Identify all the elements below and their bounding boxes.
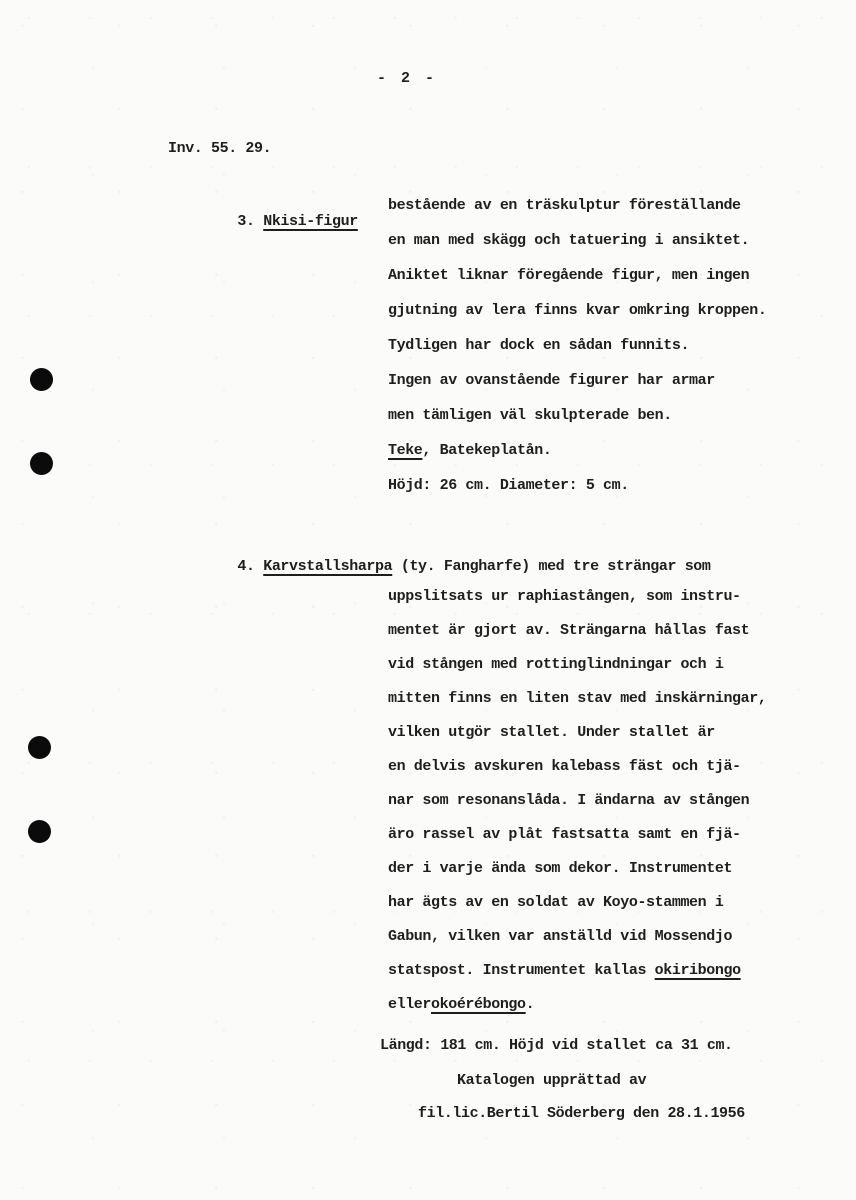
- text-segment: äro rassel av plåt fastsatta samt en fjä-: [388, 826, 741, 843]
- text-line: [388, 231, 766, 266]
- punch-hole: [28, 820, 51, 843]
- text-line: [388, 757, 766, 791]
- text-line: [388, 859, 766, 893]
- text-segment: nar som resonanslåda. I ändarna av stången: [388, 792, 750, 809]
- text-segment: , Batekeplatån.: [422, 442, 552, 459]
- text-segment: bestående av en träskulptur föreställande: [388, 197, 741, 214]
- text-line: [388, 266, 766, 301]
- text-segment: uppslitsats ur raphiastången, som instru-: [388, 588, 741, 605]
- text-line: [388, 406, 766, 441]
- text-segment: mentet är gjort av. Strängarna hållas fast: [388, 622, 750, 639]
- catalog-item-3-label: [203, 196, 358, 247]
- item-title-suffix: (ty. Fangharfe) med tre strängar som: [392, 558, 711, 575]
- text-segment: har ägts av en soldat av Koyo-stammen i: [388, 894, 724, 911]
- text-line: [388, 371, 766, 406]
- punch-hole: [30, 368, 53, 391]
- text-line: [388, 301, 766, 336]
- text-segment: Ingen av ovanstående figurer har armar: [388, 372, 715, 389]
- text-segment: Höjd: 26 cm. Diameter: 5 cm.: [388, 477, 629, 494]
- measurement-line: Längd: 181 cm. Höjd vid stallet ca 31 cm.: [380, 1037, 733, 1054]
- text-segment: mitten finns en liten stav med inskärningar,: [388, 690, 767, 707]
- item-title: Nkisi-figur: [263, 213, 358, 230]
- text-segment: en man med skägg och tatuering i ansiktet.: [388, 232, 750, 249]
- text-segment: Aniktet liknar föregående figur, men ingen: [388, 267, 750, 284]
- text-line: [388, 723, 766, 757]
- item-number: 4.: [237, 558, 264, 575]
- punch-hole: [30, 452, 53, 475]
- catalog-item-3-description: [388, 196, 766, 511]
- footer-line-2: fil.lic.Bertil Söderberg den 28.1.1956: [418, 1105, 745, 1122]
- text-line: [388, 927, 766, 961]
- catalog-item-4-label: [203, 541, 711, 592]
- text-line: [388, 995, 766, 1029]
- catalog-item-4-description: [388, 587, 766, 1029]
- page-number: - 2 -: [377, 70, 438, 87]
- text-segment: .: [525, 996, 535, 1013]
- text-line: [388, 621, 766, 655]
- text-line: [388, 825, 766, 859]
- text-line: [388, 893, 766, 927]
- footer-line-1: Katalogen upprättad av: [457, 1072, 647, 1089]
- underlined-term: okoérébongo: [431, 996, 526, 1013]
- text-line: [388, 655, 766, 689]
- underlined-term: Teke: [388, 442, 423, 459]
- text-segment: Gabun, vilken var anställd vid Mossendjo: [388, 928, 733, 945]
- text-segment: eller: [388, 996, 432, 1013]
- text-line: [388, 689, 766, 723]
- text-line: [388, 476, 766, 511]
- text-segment: vilken utgör stallet. Under stallet är: [388, 724, 715, 741]
- text-segment: vid stången med rottinglindningar och i: [388, 656, 724, 673]
- text-segment: men tämligen väl skulpterade ben.: [388, 407, 672, 424]
- punch-hole: [28, 736, 51, 759]
- text-segment: statspost. Instrumentet kallas: [388, 962, 655, 979]
- text-segment: en delvis avskuren kalebass fäst och tjä-: [388, 758, 741, 775]
- text-segment: Tydligen har dock en sådan funnits.: [388, 337, 690, 354]
- item-title: Karvstallsharpa: [263, 558, 393, 575]
- inventory-number: Inv. 55. 29.: [168, 140, 272, 157]
- text-line: [388, 196, 766, 231]
- text-line: [388, 961, 766, 995]
- item-number: 3.: [237, 213, 264, 230]
- text-line: [388, 791, 766, 825]
- text-line: [388, 336, 766, 371]
- text-segment: der i varje ända som dekor. Instrumentet: [388, 860, 733, 877]
- text-line: [388, 441, 766, 476]
- text-segment: gjutning av lera finns kvar omkring kroppen.: [388, 302, 767, 319]
- underlined-term: okiribongo: [654, 962, 741, 979]
- text-line: [388, 587, 766, 621]
